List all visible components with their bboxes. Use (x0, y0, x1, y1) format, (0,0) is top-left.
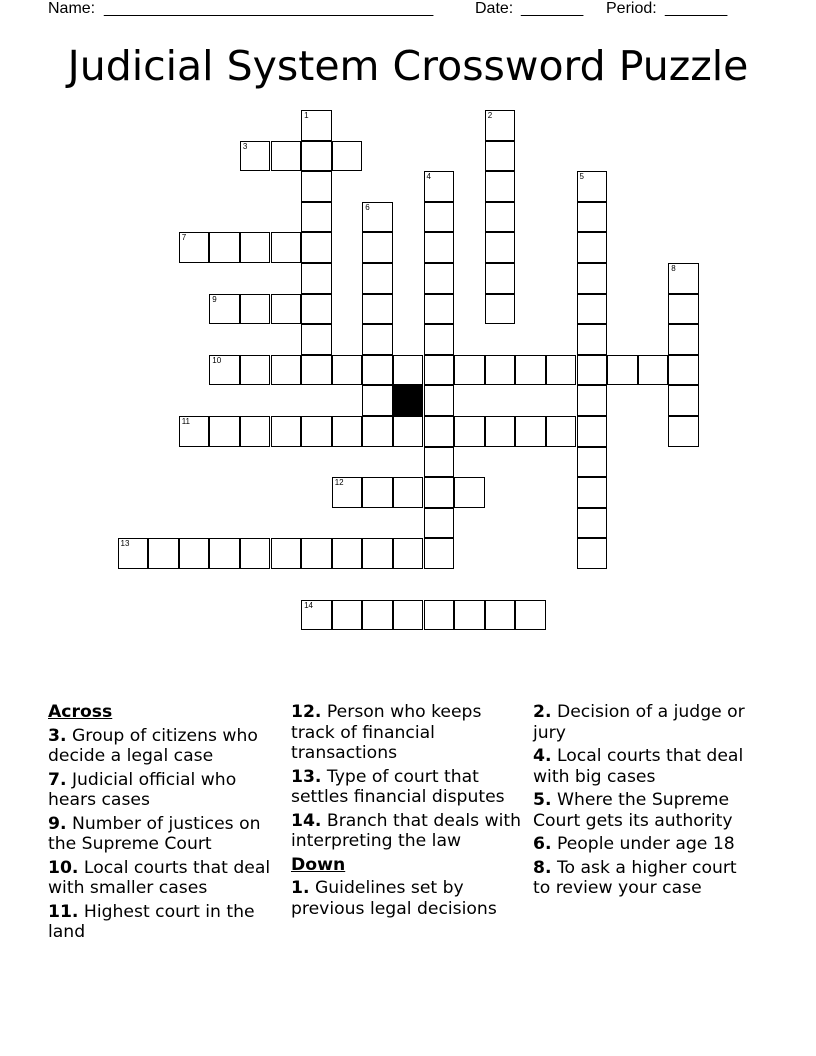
crossword-cell[interactable] (301, 416, 332, 447)
crossword-cell[interactable] (362, 294, 393, 325)
clue-across-10: 10. Local courts that deal with smaller cases (48, 857, 271, 898)
clue-number: 8 (671, 264, 676, 273)
crossword-cell[interactable] (485, 600, 516, 631)
date-label: Date: (475, 0, 514, 17)
crossword-cell[interactable] (301, 355, 332, 386)
clue-across-7: 7. Judicial official who hears cases (48, 769, 237, 810)
crossword-cell[interactable] (515, 600, 546, 631)
across-heading: Across (48, 702, 113, 722)
clue-across-14: 14. Branch that deals with interpreting the law (291, 810, 522, 851)
clue-down-1: 1. Guidelines set by previous legal decisions (291, 878, 497, 919)
clue-column-2 (291, 702, 527, 922)
crossword-cell[interactable] (424, 324, 455, 355)
crossword-cell[interactable] (301, 141, 332, 172)
crossword-cell[interactable] (454, 477, 485, 508)
crossword-cell[interactable] (362, 385, 393, 416)
crossword-cell[interactable] (240, 538, 271, 569)
name-blank: _____________________________________ (104, 0, 434, 17)
clue-number: 11 (181, 417, 190, 426)
crossword-cell[interactable] (362, 202, 393, 233)
clue-across-11: 11. Highest court in the land (48, 901, 255, 942)
clue-across-3: 3. Group of citizens who decide a legal case (48, 725, 258, 766)
crossword-cell[interactable] (668, 263, 699, 294)
crossword-cell[interactable] (362, 538, 393, 569)
crossword-cell[interactable] (362, 355, 393, 386)
crossword-cell[interactable] (485, 202, 516, 233)
crossword-cell[interactable] (393, 538, 424, 569)
crossword-cell[interactable] (240, 294, 271, 325)
crossword-cell[interactable] (271, 294, 302, 325)
page-title: Judicial System Crossword Puzzle (67, 42, 749, 90)
crossword-cell[interactable] (393, 355, 424, 386)
crossword-cell[interactable] (240, 232, 271, 263)
crossword-cell[interactable] (209, 232, 240, 263)
clue-number: 13 (120, 539, 130, 549)
clue-number: 12 (334, 478, 344, 488)
crossword-cell[interactable] (362, 232, 393, 263)
clue-across-9: 9. Number of justices on the Supreme Court (48, 813, 261, 854)
crossword-cell[interactable] (454, 355, 485, 386)
crossword-cell[interactable] (424, 263, 455, 294)
crossword-cell[interactable] (332, 355, 363, 386)
crossword-cell[interactable] (485, 232, 516, 263)
crossword-cell[interactable] (332, 141, 363, 172)
crossword-cell[interactable] (301, 263, 332, 294)
crossword-cell[interactable] (607, 355, 638, 386)
crossword-cell[interactable] (668, 324, 699, 355)
down-heading: Down (291, 854, 346, 875)
crossword-cell[interactable] (424, 355, 455, 386)
crossword-cell[interactable] (362, 477, 393, 508)
crossword-cell[interactable] (179, 538, 210, 569)
crossword-cell[interactable] (301, 171, 332, 202)
crossword-cell[interactable] (485, 141, 516, 172)
crossword-cell[interactable] (577, 508, 608, 539)
clue-number: 3 (242, 141, 248, 151)
crossword-cell[interactable] (332, 416, 363, 447)
crossword-cell[interactable] (362, 600, 393, 631)
crossword-cell[interactable] (424, 508, 455, 539)
crossword-cell[interactable] (424, 600, 455, 631)
crossword-cell[interactable] (240, 355, 271, 386)
crossword-cell[interactable] (301, 294, 332, 325)
crossword-cell[interactable] (424, 477, 455, 508)
crossword-cell[interactable] (485, 294, 516, 325)
crossword-cell[interactable] (332, 600, 363, 631)
crossword-cell[interactable] (393, 477, 424, 508)
crossword-cell[interactable] (301, 232, 332, 263)
crossword-cell[interactable] (577, 538, 608, 569)
clue-number: 10 (212, 355, 222, 365)
clue-down-8: 8. To ask a higher court to review your case (533, 857, 737, 898)
crossword-cell[interactable] (271, 355, 302, 386)
clue-down-5: 5. Where the Supreme Court gets its authority (533, 790, 733, 831)
crossword-cell[interactable] (515, 355, 546, 386)
crossword-cell[interactable] (209, 416, 240, 447)
crossword-cell[interactable] (454, 600, 485, 631)
crossword-cell[interactable] (332, 477, 363, 508)
clue-number: 2 (487, 111, 493, 120)
clue-across-13: 13. Type of court that settles financial disputes (291, 766, 505, 807)
crossword-cell[interactable] (577, 477, 608, 508)
clue-number: 9 (212, 294, 217, 304)
clue-down-2: 2. Decision of a judge or jury (533, 702, 745, 743)
crossword-cell[interactable] (424, 538, 455, 569)
crossword-cell[interactable] (301, 324, 332, 355)
crossword-cell[interactable] (240, 416, 271, 447)
crossword-cell[interactable] (577, 447, 608, 478)
crossword-cell[interactable] (485, 171, 516, 202)
crossword-cell[interactable] (577, 324, 608, 355)
crossword-cell[interactable] (577, 202, 608, 233)
crossword-cell[interactable] (332, 538, 363, 569)
crossword-cell[interactable] (424, 171, 455, 202)
clue-number: 5 (579, 172, 584, 182)
crossword-cell[interactable] (271, 416, 302, 447)
crossword-cell[interactable] (638, 355, 669, 386)
crossword-cell[interactable] (515, 416, 546, 447)
crossword-cell[interactable] (148, 538, 179, 569)
crossword-cell[interactable] (577, 416, 608, 447)
crossword-cell[interactable] (577, 232, 608, 263)
date-blank: _______ (521, 0, 584, 17)
crossword-cell[interactable] (424, 416, 455, 447)
crossword-cell[interactable] (209, 294, 240, 325)
clue-column-1 (48, 702, 278, 946)
crossword-cell[interactable] (301, 538, 332, 569)
black-square (393, 385, 424, 416)
period-label: Period: (606, 0, 657, 17)
clue-down-4: 4. Local courts that deal with big cases (533, 746, 744, 787)
crossword-cell[interactable] (301, 202, 332, 233)
crossword-cell[interactable] (485, 416, 516, 447)
crossword-cell[interactable] (668, 416, 699, 447)
crossword-cell[interactable] (301, 600, 332, 631)
crossword-cell[interactable] (424, 232, 455, 263)
crossword-cell[interactable] (577, 171, 608, 202)
crossword-cell[interactable] (362, 263, 393, 294)
crossword-cell[interactable] (424, 447, 455, 478)
crossword-cell[interactable] (209, 355, 240, 386)
crossword-cell[interactable] (424, 202, 455, 233)
name-label: Name: (48, 0, 96, 17)
crossword-cell[interactable] (668, 355, 699, 386)
crossword-cell[interactable] (209, 538, 240, 569)
crossword-cell[interactable] (179, 232, 210, 263)
clue-number: 14 (304, 600, 313, 610)
crossword-cell[interactable] (485, 263, 516, 294)
crossword-cell[interactable] (118, 538, 149, 569)
crossword-cell[interactable] (577, 385, 608, 416)
crossword-cell[interactable] (362, 324, 393, 355)
crossword-cell[interactable] (454, 416, 485, 447)
clue-number: 4 (426, 172, 431, 182)
crossword-cell[interactable] (240, 141, 271, 172)
crossword-cell[interactable] (393, 600, 424, 631)
crossword-cell[interactable] (668, 294, 699, 325)
crossword-cell[interactable] (271, 538, 302, 569)
crossword-cell[interactable] (577, 294, 608, 325)
crossword-cell[interactable] (546, 355, 577, 386)
clue-number: 7 (181, 233, 187, 243)
crossword-cell[interactable] (485, 110, 516, 141)
crossword-cell[interactable] (424, 385, 455, 416)
crossword-cell[interactable] (668, 385, 699, 416)
crossword-cell[interactable] (577, 263, 608, 294)
clue-column-3 (533, 702, 755, 902)
crossword-cell[interactable] (577, 355, 608, 386)
clue-number: 1 (304, 111, 309, 120)
clue-number: 6 (365, 202, 370, 212)
clue-down-6: 6. People under age 18 (533, 834, 735, 854)
crossword-cell[interactable] (393, 416, 424, 447)
crossword-cell[interactable] (485, 355, 516, 386)
crossword-cell[interactable] (271, 232, 302, 263)
crossword-cell[interactable] (424, 294, 455, 325)
crossword-cell[interactable] (301, 110, 332, 141)
crossword-cell[interactable] (179, 416, 210, 447)
crossword-cell[interactable] (271, 141, 302, 172)
crossword-cell[interactable] (546, 416, 577, 447)
clue-across-12: 12. Person who keeps track of financial transactions (291, 702, 482, 763)
period-blank: _______ (665, 0, 728, 17)
crossword-cell[interactable] (362, 416, 393, 447)
